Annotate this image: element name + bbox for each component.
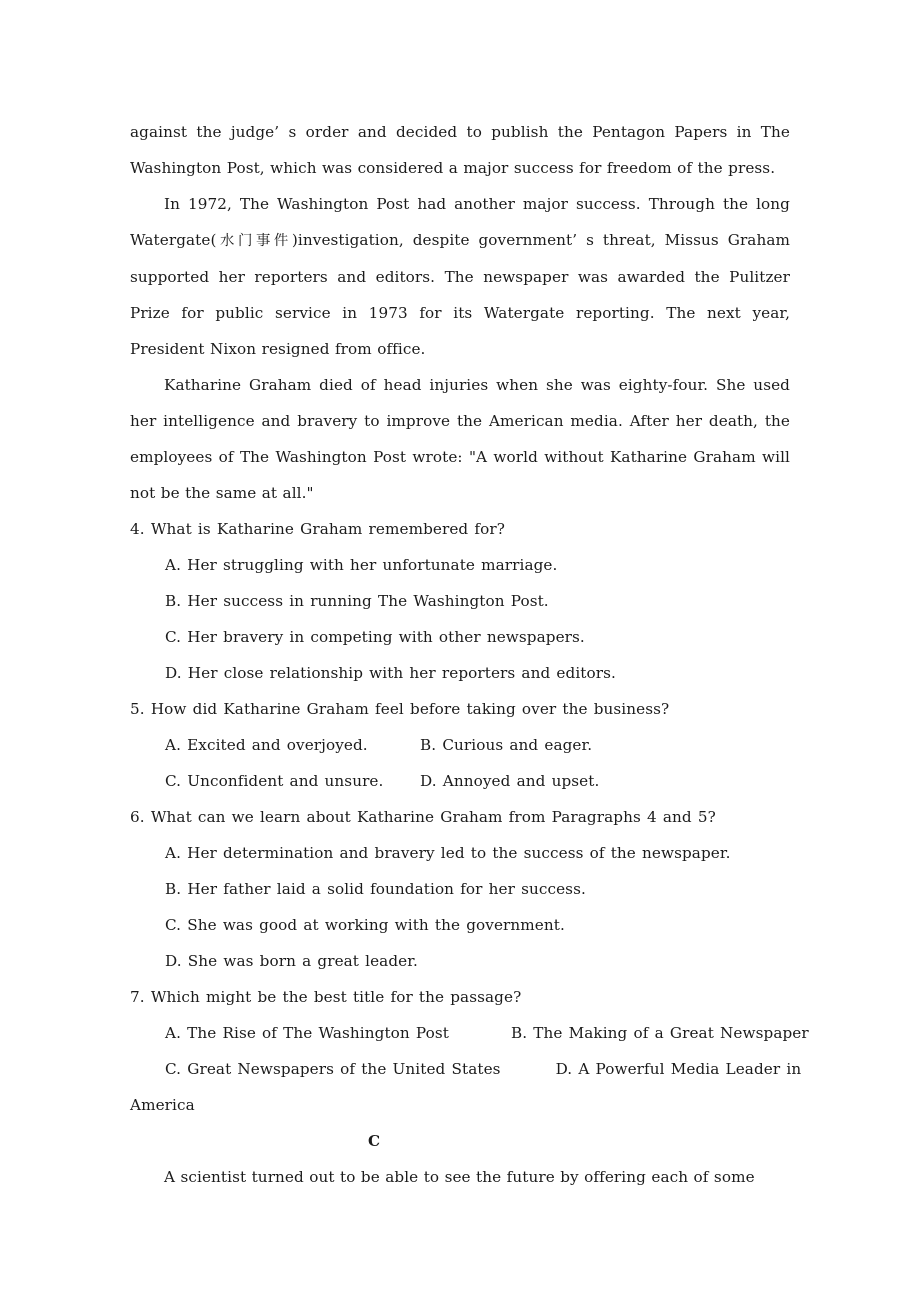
passage-paragraph-watergate <box>130 186 790 367</box>
question-5-options-row-2 <box>130 763 790 799</box>
passage-paragraph-continuation <box>130 114 790 186</box>
chinese-gloss-watergate: 水门事件 <box>216 233 292 249</box>
question-7-options-row-1 <box>130 1015 809 1051</box>
question-6-option-d[interactable]: D. She was born a great leader. <box>165 952 418 970</box>
question-7-option-c[interactable]: C. Great Newspapers of the United States <box>165 1060 501 1078</box>
question-5 <box>130 691 790 799</box>
question-6 <box>130 799 790 979</box>
question-7-option-d[interactable]: D. A Powerful Media Leader in <box>555 1060 802 1078</box>
question-7 <box>130 979 809 1123</box>
question-5-option-b[interactable]: B. Curious and eager. <box>420 736 593 754</box>
section-c-first-line: A scientist turned out to be able to see the future by offering each of some <box>164 1168 755 1186</box>
question-5-options-row-1 <box>130 727 790 763</box>
question-7-stem: 7. Which might be the best title for the passage? <box>130 988 522 1006</box>
document-page <box>130 0 809 1302</box>
top-margin <box>130 0 790 114</box>
question-6-option-a[interactable]: A. Her determination and bravery led to the success of the newspaper. <box>165 844 731 862</box>
question-5-option-a[interactable]: A. Excited and overjoyed. <box>165 736 368 754</box>
passage-p1-line1: against the judge’ s order and decided to publish the Pentagon Papers in The Washington <box>130 123 790 177</box>
question-6-stem: 6. What can we learn about Katharine Graham from Paragraphs 4 and 5? <box>130 808 716 826</box>
question-6-option-c[interactable]: C. She was good at working with the government. <box>165 916 565 934</box>
question-5-option-d[interactable]: D. Annoyed and upset. <box>420 772 600 790</box>
passage-p1-line2: Post, which was considered a major success for freedom of the press. <box>226 159 776 177</box>
question-4-option-d[interactable]: D. Her close relationship with her reporters and editors. <box>165 664 616 682</box>
passage-paragraph-death: Katharine Graham died of head injuries when she was eighty-four. She used her intelligence and bravery to improve the American media. After her death, the employees of The Washington Post wrote: "A world without Katharine Graham will not be the same at all." <box>130 376 790 502</box>
question-5-stem: 5. How did Katharine Graham feel before taking over the business? <box>130 700 670 718</box>
question-4 <box>130 511 790 691</box>
question-7-option-b[interactable]: B. The Making of a Great Newspaper <box>510 1024 809 1042</box>
passage-p2-post: )investigation, despite government’ s threat, Missus Graham supported her reporters and editors. The newspaper was awarded the Pulitzer Prize for public service in 1973 for its Watergate reporting. The next year, President Nixon resigned from office. <box>130 231 790 358</box>
question-4-option-a[interactable]: A. Her struggling with her unfortunate marriage. <box>165 556 558 574</box>
question-7-option-a[interactable]: A. The Rise of The Washington Post <box>165 1024 449 1042</box>
question-6-option-b[interactable]: B. Her father laid a solid foundation for her success. <box>165 880 586 898</box>
question-4-stem: 4. What is Katharine Graham remembered for? <box>130 520 505 538</box>
passage-p2-pre: In 1972, The Washington Post had another major success. Through the long Watergate( <box>130 195 790 249</box>
question-4-option-c[interactable]: C. Her bravery in competing with other newspapers. <box>165 628 585 646</box>
question-7-options-row-2 <box>130 1051 802 1087</box>
question-4-option-b[interactable]: B. Her success in running The Washington Post. <box>165 592 549 610</box>
question-5-option-c[interactable]: C. Unconfident and unsure. <box>165 772 384 790</box>
section-c-letter: C <box>368 1132 381 1150</box>
question-7-option-d-overflow[interactable]: America <box>130 1096 195 1114</box>
